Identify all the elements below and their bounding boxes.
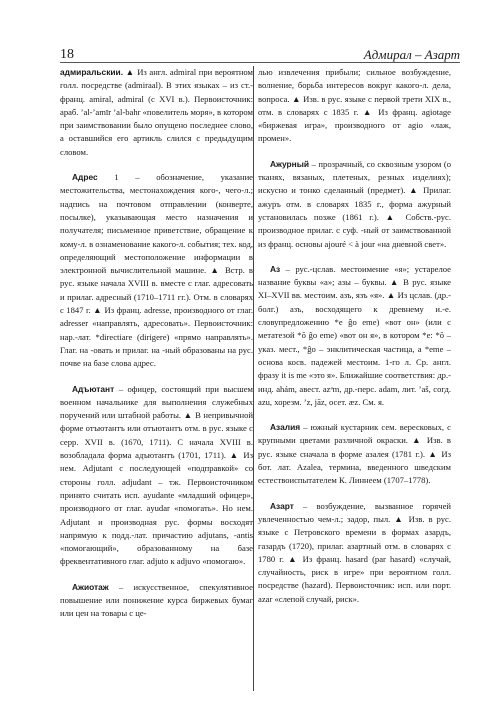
entry-headword: Ажиотаж [72, 581, 109, 592]
entry-headword: Азалия [270, 422, 301, 433]
left-column [60, 66, 253, 693]
entry-adyutant [60, 383, 253, 569]
entry-text: – искусственное, спекулятивное повышение или понижение курса биржевых бумаг или цен на товары с це- [60, 581, 253, 619]
page-header [60, 45, 460, 63]
entry-text: – офицер, состоящий при высшем военном начальнике для выполнения служебных поручений или штабной работы. ▲ В непривычной форме отъютантъ или отъютантъ отм. в рус. языке с серр. XVII в. (1670, 1711). С начала XVIII в. возобладала форма адъютантъ (1701, 1711). ▲ Из нем. Adjutant с последующей «подправкой» со стороны голл. adjudant – тж. Первоисточником принято считать исп. ayudante «младший офицер», производного от глаг. ayudar «помогать». Но нем. Adjutant и производная рус. формы восходят напрямую к подд.-лат. причастию adjutans, -antis «помогающий», образованному на базе фреквентативного глаг. adjuto к adjuvo «помогаю». [60, 383, 253, 567]
entry-azart [258, 500, 451, 606]
entry-text: 1 – обозначение, указание местожительства, местонахождения кого-, чего-л.; надпись на почтовом отправлении (конверте, посылке), указывающая место назначения и получателя; письменное приветствие, обращение к кому-л. в ознаменование какого-л. события; тех. код, определяющий местоположение информации в электронной вычислительной машине. ▲ Встр. в рус. языке начала XVIII в. вместе с глаг. адресовать и прилаг. адресный (1710–1711 гг.). Отм. в словарях с 1847 г. ▲ Из франц. adresse, производного от глаг. adresser «направлять, адресовать». Первоисточник: нар.-лат. *directiare (dirigere) «прямо направлять». Глаг. на -овать и прилаг. на -ный образованы на рус. почве на базе слова адрес. [60, 172, 253, 369]
entry-az [258, 263, 451, 409]
entry-text: – южный кустарник сем. вересковых, с крупными цветами различной окраски. ▲ Изв. в рус. языке сначала в форме азалея (1781 г.). ▲ Из бот. лат. Azalea, термина, введенного шведским естествоиспытателем К. Линнеем (1707–1778). [258, 422, 451, 486]
page-number: 18 [60, 47, 74, 62]
entry-text: – возбуждение, вызванное горячей увлеченностью чем-л.; задор, пыл. ▲ Изв. в рус. языке с Петровского времени в формах азардъ, газардъ (1720), прилаг. азартный отм. в словарях с 1780 г. ▲ Из франц. hasard (par hasard) «случай, случайность, риск в игре» при вероятном голл. посредстве (hazard). Первоисточник: исп. или порт. azar «слепой случай, риск». [258, 500, 451, 604]
right-column [258, 66, 451, 693]
entry-text: лью извлечения прибыли; сильное возбуждение, волнение, борьба интересов вокруг какого-л. дела, вопроса. ▲ Изв. в рус. языке с первой трети XIX в., отм. в словарях с 1835 г. ▲ Из франц. agiotage «биржевая игра», производного от agio «лаж, промен». [258, 67, 451, 144]
entry-headword: Азарт [270, 500, 294, 511]
entry-azhiotazh-continuation [258, 66, 451, 146]
entry-headword: Адъютант [72, 383, 115, 394]
entry-text: ▲ Из англ. admiral при вероятном голл. посредстве (admiraal). В этих языках – из ст.-франц. amiral, admiral (с XVI в.). Первоисточник: араб. ʼal-ʼamīr ʼal-bahr «повелитель моря», в котором при заимствовании было опущено последнее слово, а оставшийся его артикль слился с предыдущим словом. [60, 67, 253, 157]
entry-headword: Адрес [72, 172, 98, 183]
column-divider [253, 66, 254, 691]
entry-azaliya [258, 421, 451, 487]
header-rule [60, 62, 460, 63]
running-head: Адмирал – Азарт [363, 47, 460, 62]
entry-azhurnyi [258, 158, 451, 251]
entry-headword: Аз [270, 263, 281, 274]
entry-headword: Ажурный [270, 158, 310, 169]
entry-text: – рус.-цслав. местоимение «я»; устарелое название буквы «а»; азы – буквы. ▲ В рус. языке XI–XVII вв. местоим. азъ, язъ «я». ▲ Из цслав. (др.-болг.) азъ, восходящего к древнему и.-е. словупредложению *e ĝo eme) «вот он» (или с метатезой *ŏ ĝo eme) «вот он я», в котором *e: *ŏ – указ. мест., *ĝo – энклитическая частица, а *eme – основа косв. падежей местоим. 1-го л. Ср. англ. фразу it is me «это я». Ближайшие соответствия: др.-инд. ahám, авест. azᵊm, др.-перс. adam, лит. ʼaš, согд. azu, хорезм. ʼz, jāz, осет. æz. См. я. [258, 263, 451, 407]
entry-headword: адмиральскии. [60, 67, 124, 77]
entry-azhiotazh [60, 581, 253, 621]
entry-text: – прозрачный, со сквозным узором (о тканях, вязаных, плетеных, резных изделиях); искусно и тонко сделанный (предмет). ▲ Прилаг. ажуръ отм. в словарях 1835 г., форма ажурный установилась позже (1861 г.). ▲ Собств.-рус. производное прилаг. с суф. -ный от заимствованной из франц. основы ajouré < à jour «на дневной свет». [258, 158, 451, 249]
entry-adres [60, 171, 253, 370]
entry-admiral-continuation [60, 66, 253, 159]
